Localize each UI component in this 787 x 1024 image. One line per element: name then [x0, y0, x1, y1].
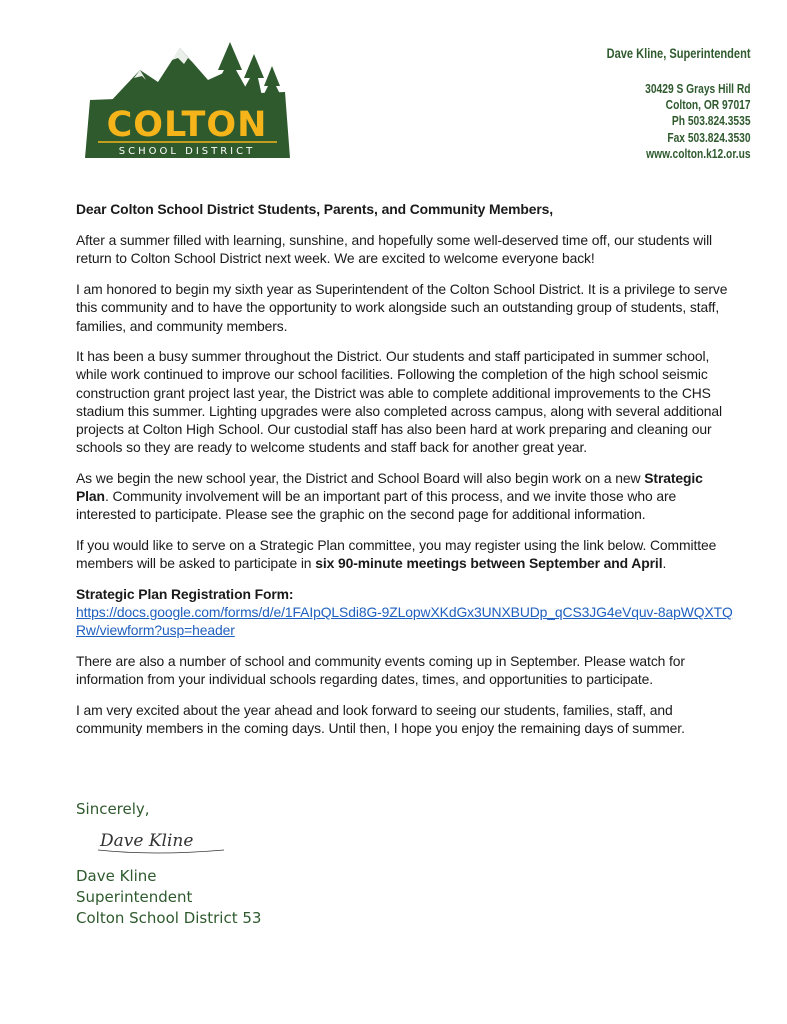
phone-number: Ph 503.824.3535: [672, 114, 751, 129]
strategic-plan-text-end: . Community involvement will be an important part of this process, and we invite those who are interested to participate. Please see the graphic on the second page for additional information.: [76, 488, 677, 523]
fax-number: Fax 503.824.3530: [667, 130, 751, 145]
strategic-plan-bold: Strategic Plan: [76, 469, 703, 505]
meetings-bold: six 90-minute meetings between September and April: [315, 555, 663, 572]
paragraph-welcome: After a summer filled with learning, sunshine, and hopefully some well-deserved time off, our students will return to Colton School District next week. We are excited to welcome everyone back!: [76, 232, 713, 267]
letter-body: [76, 200, 736, 750]
address-line-2: Colton, OR 97017: [666, 98, 751, 113]
address-line-1: 30429 S Grays Hill Rd: [645, 82, 751, 96]
signatory-block: [76, 866, 261, 929]
logo-subtitle: SCHOOL DISTRICT: [118, 146, 256, 157]
superintendent-name-title: Dave Kline, Superintendent: [607, 46, 751, 61]
logo-name: COLTON: [106, 105, 268, 145]
signatory-name: Dave Kline: [76, 867, 157, 885]
signatory-org: Colton School District 53: [76, 909, 262, 927]
signature-image: [94, 822, 234, 858]
committee-text-start: If you would like to serve on a Strategic Plan committee, you may register using the link below. Committee members will be asked to participate in: [76, 537, 717, 572]
paragraph-summer-work: It has been a busy summer throughout the District. Our students and staff participated in summer school, while work continued to improve our school facilities. Following the completion of the high school seismic construction grant project last year, the District was able to complete additional improvements to the CHS stadium this summer. Lighting upgrades were also completed across campus, along with several additional projects at Colton High School. Our custodial staff has also been hard at work preparing and cleaning our schools so they are ready to welcome students and staff back for another great year.: [76, 348, 722, 456]
registration-form-label: Strategic Plan Registration Form:: [76, 585, 294, 602]
committee-text-end: .: [662, 555, 667, 572]
district-logo: [80, 40, 295, 164]
signature-script: Dave Kline: [100, 831, 194, 851]
registration-form-block: [76, 585, 736, 640]
paragraph-committee: [76, 536, 736, 572]
registration-form-link[interactable]: https://docs.google.com/forms/d/e/1FAIpQLSdi8G-9ZLopwXKdGx3UNXBUDp_qCS3JG4eVquv-8apWQXTQRw/viewform?usp=header: [76, 604, 733, 639]
contact-block: [607, 46, 751, 162]
paragraph-strategic-plan: [76, 469, 736, 524]
letter-greeting: Dear Colton School District Students, Parents, and Community Members,: [76, 201, 554, 217]
logo-graphic: [80, 40, 295, 164]
paragraph-events: There are also a number of school and community events coming up in September. Please watch for information from your individual schools regarding dates, times, and opportunities to participate.: [76, 653, 685, 688]
sincerely-text: Sincerely,: [76, 800, 150, 818]
paragraph-closing: I am very excited about the year ahead and look forward to seeing our students, families, staff, and community members in the coming days. Until then, I hope you enjoy the remaining days of summer.: [76, 701, 685, 737]
website-link[interactable]: www.colton.k12.or.us: [646, 146, 751, 161]
signatory-title: Superintendent: [76, 888, 193, 906]
strategic-plan-text-start: As we begin the new school year, the District and School Board will also begin work on a new: [76, 469, 645, 486]
paragraph-sixth-year: I am honored to begin my sixth year as Superintendent of the Colton School District. It is a privilege to serve this community and to have the opportunity to work alongside such an outstanding group of students, staff, families, and community members.: [76, 281, 728, 334]
closing-block: [76, 800, 262, 927]
